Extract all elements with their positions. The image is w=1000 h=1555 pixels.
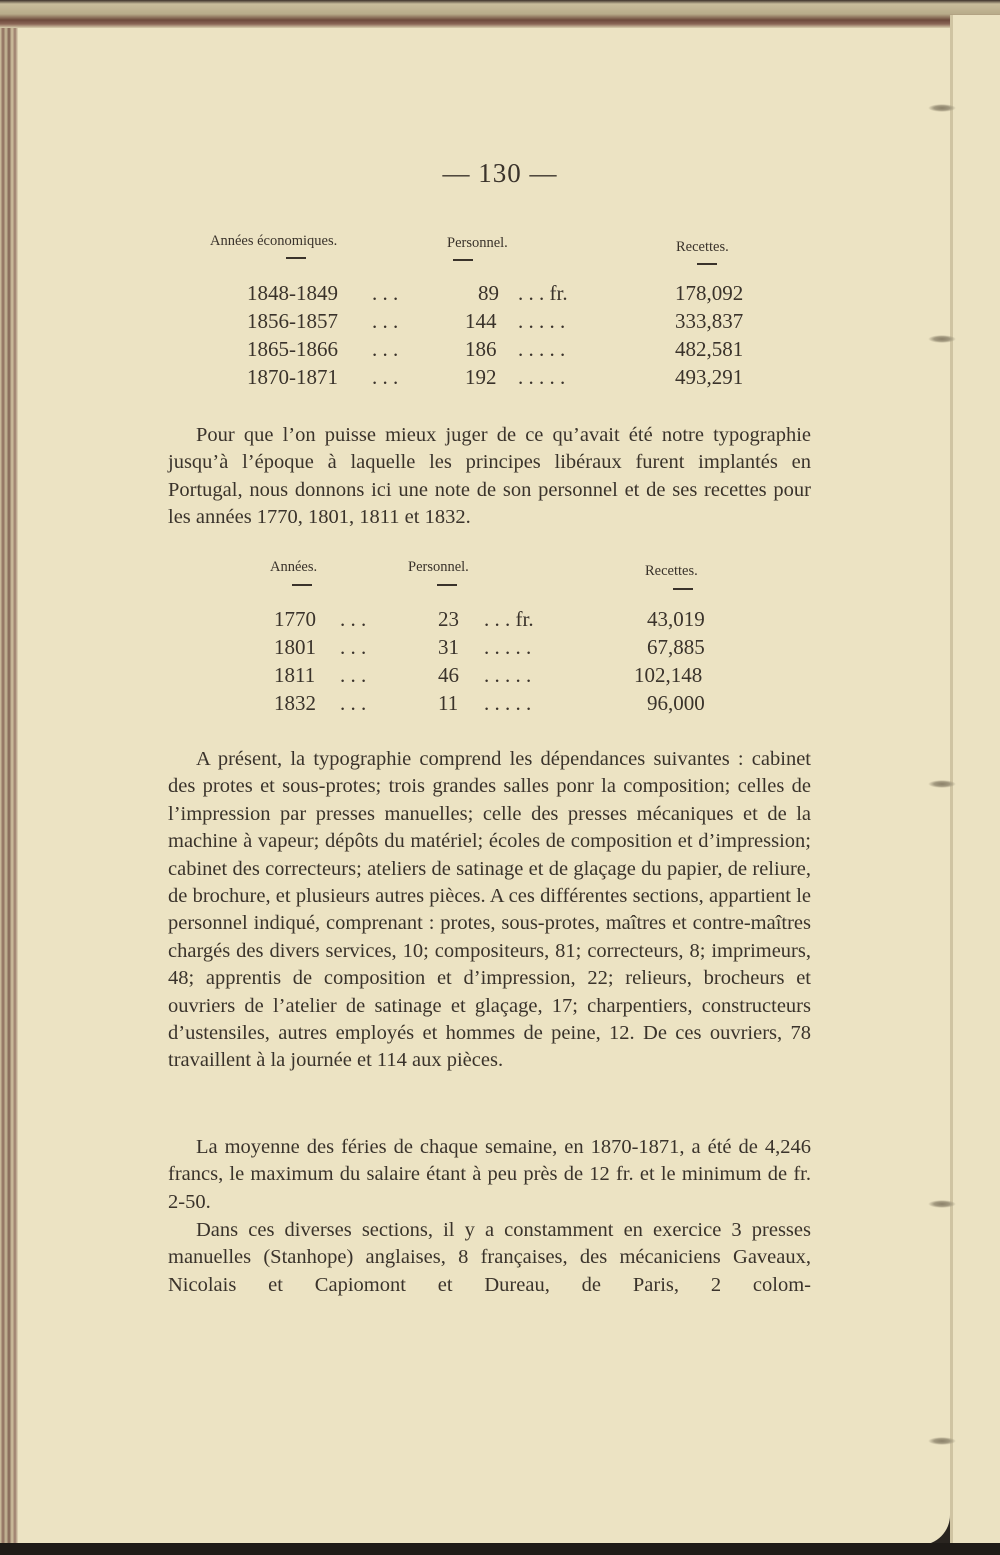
cell-recettes: 43,019: [647, 607, 705, 631]
column-header-years: Années.: [270, 559, 318, 575]
cell-years: 1832: [274, 691, 316, 715]
paragraph-intro: [168, 422, 811, 532]
cell-dots: . . .: [340, 691, 367, 715]
cell-dots: . . . . .: [518, 337, 566, 361]
cell-recettes: 96,000: [647, 691, 705, 715]
paragraph-text: La moyenne des féries de chaque semaine, en 1870-1871, a été de 4,246 francs, le maximum du salaire étant à peu près de 12 fr. et le minimum de fr. 2-50.: [168, 1136, 811, 1213]
cell-dots: . . . . .: [484, 635, 532, 659]
cell-personnel: 11: [438, 691, 459, 715]
cell-dots: . . . fr.: [484, 607, 534, 631]
cell-dots: . . . . .: [518, 365, 566, 389]
column-header-recettes: Recettes.: [645, 563, 698, 579]
cell-personnel: 144: [465, 309, 497, 333]
cell-dots: . . . fr.: [518, 281, 568, 305]
cell-personnel: 31: [438, 635, 459, 659]
header-dash: [697, 263, 717, 265]
cell-dots: . . .: [372, 337, 399, 361]
cell-personnel: 23: [438, 607, 459, 631]
cell-years: 1865-1866: [247, 337, 338, 361]
paragraph-presses: [168, 1217, 811, 1299]
cell-dots: . . .: [372, 309, 399, 333]
cell-personnel: 186: [465, 337, 497, 361]
paragraph-salaires: [168, 1134, 811, 1216]
cell-years: 1801: [274, 635, 316, 659]
cell-personnel: 46: [438, 663, 459, 687]
cell-recettes: 482,581: [675, 337, 744, 361]
cell-dots: . . . . .: [484, 663, 532, 687]
cell-dots: . . . . .: [518, 309, 566, 333]
cell-recettes: 493,291: [675, 365, 744, 389]
header-dash: [292, 584, 312, 586]
page-number: — 130 —: [442, 158, 558, 188]
column-header-personnel: Personnel.: [408, 559, 469, 575]
cell-recettes: 67,885: [647, 635, 705, 659]
cell-years: 1856-1857: [247, 309, 338, 333]
cell-personnel: 89: [478, 281, 499, 305]
paragraph-text: A présent, la typographie comprend les dépendances suivantes : cabinet des protes et sous-protes; trois grandes salles ponr la composition; celles de l’impression par presses manuelles; celle des presses mécaniques et de la machine à vapeur; dépôts du matériel; écoles de composition et d’impression; cabinet des correcteurs; ateliers de satinage et de glaçage du papier, de reliure, de brochure, et plusieurs autres pièces. A ces différentes sections, appartient le personnel indiqué, comprenant : protes, sous-protes, maîtres et contre-maîtres chargés des divers services, 10; compositeurs, 81; correcteurs, 8; imprimeurs, 48; apprentis de composition et d’impression, 22; relieurs, brocheurs et ouvriers de l’atelier de satinage et glaçage, 17; charpentiers, constructeurs d’ustensiles, autres employés et hommes de peine, 12. De ces ouvriers, 78 travaillent à la journée et 114 aux pièces.: [168, 748, 811, 1072]
cell-dots: . . .: [372, 281, 399, 305]
cell-personnel: 192: [465, 365, 497, 389]
cell-recettes: 102,148: [634, 663, 703, 687]
cell-dots: . . .: [372, 365, 399, 389]
cell-dots: . . .: [340, 635, 367, 659]
cell-dots: . . . . .: [484, 691, 532, 715]
header-dash: [437, 584, 457, 586]
cell-dots: . . .: [340, 607, 367, 631]
header-dash: [286, 257, 306, 259]
column-header-personnel: Personnel.: [447, 235, 508, 251]
cell-years: 1811: [274, 663, 316, 687]
cell-years: 1770: [274, 607, 316, 631]
cell-years: 1870-1871: [247, 365, 338, 389]
paragraph-dependances: [168, 746, 811, 1075]
column-header-years: Années économiques.: [210, 233, 338, 249]
cell-recettes: 333,837: [675, 309, 744, 333]
paragraph-text: Pour que l’on puisse mieux juger de ce qu’avait été notre typographie jusqu’à l’époque à laquelle les principes libéraux furent implantés en Portugal, nous donnons ici une note de son personnel et de ses recettes pour les années 1770, 1801, 1811 et 1832.: [168, 424, 811, 529]
header-dash: [673, 588, 693, 590]
cell-recettes: 178,092: [675, 281, 744, 305]
cell-years: 1848-1849: [247, 281, 338, 305]
cell-dots: . . .: [340, 663, 367, 687]
paragraph-text: Dans ces diverses sections, il y a constamment en exercice 3 presses manuelles (Stanhope) anglaises, 8 françaises, des mécaniciens Gaveaux, Nicolais et Capiomont et Dureau, de Paris, 2 colom-: [168, 1219, 811, 1296]
column-header-recettes: Recettes.: [676, 239, 729, 255]
header-dash: [453, 259, 473, 261]
